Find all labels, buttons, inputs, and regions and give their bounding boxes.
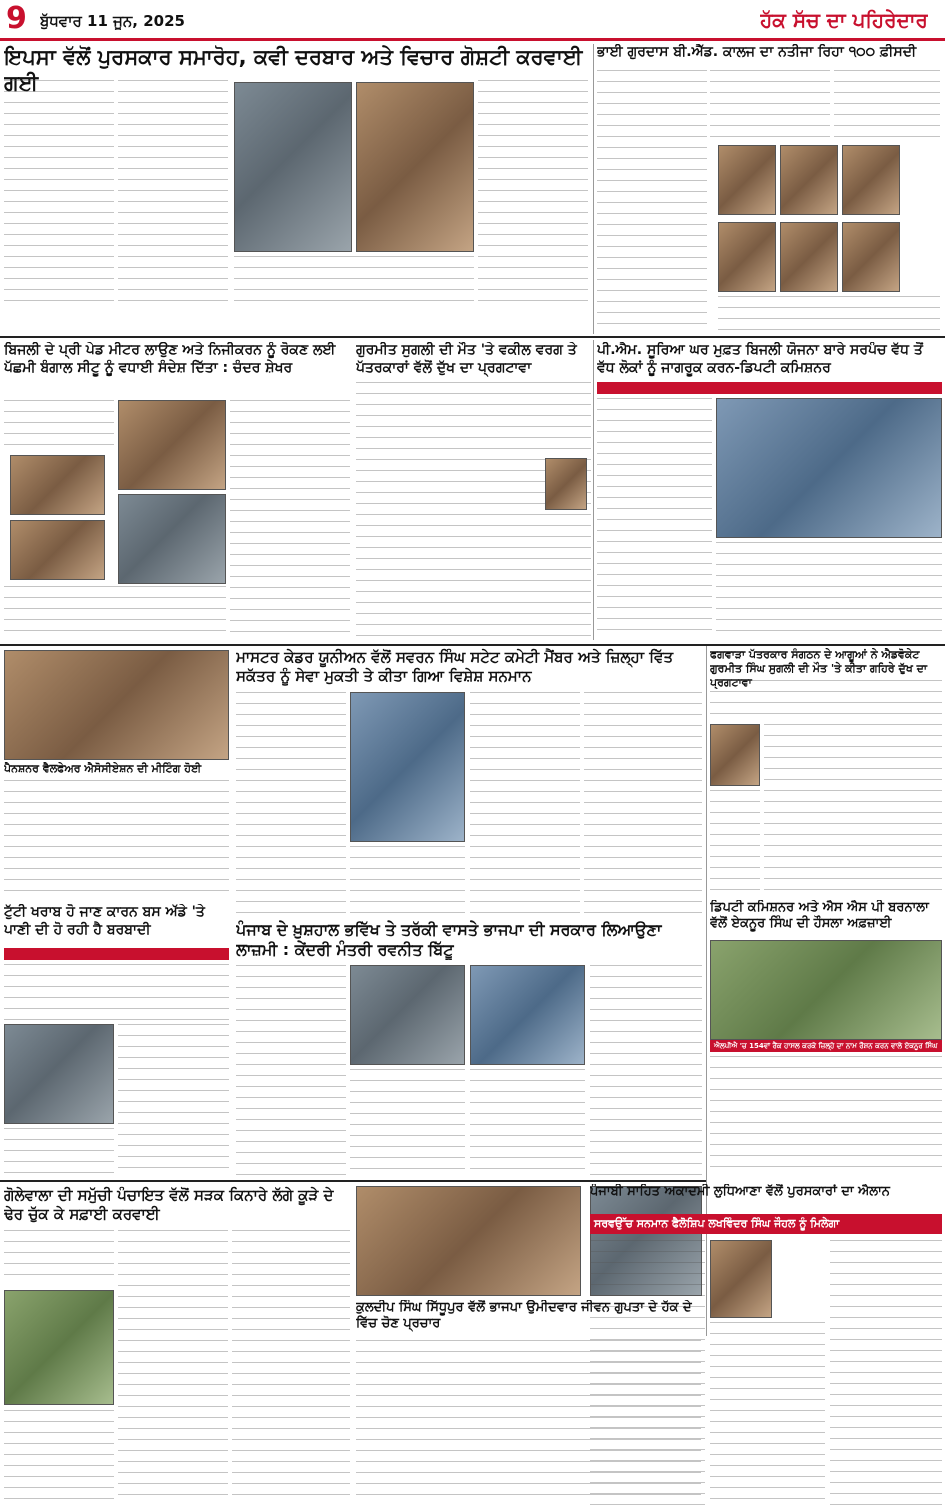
column-divider — [593, 44, 594, 334]
ipsa-text-col-2 — [118, 80, 228, 310]
bittu-text-col-3 — [470, 1069, 585, 1175]
master-cadre-text-col-4 — [584, 692, 702, 917]
phagwara-text-col-3 — [710, 790, 760, 894]
sahit-text-col-2 — [710, 1322, 825, 1505]
pm-surya-text-col-2 — [716, 542, 942, 638]
dc-photo — [710, 940, 942, 1040]
bijli-photo-3 — [118, 400, 226, 490]
bed-text-col-1 — [597, 70, 707, 330]
master-cadre-text-col-1 — [236, 692, 346, 917]
gurmeet-portrait — [545, 458, 587, 510]
master-cadre-text-col-2 — [350, 846, 465, 916]
bus-adda-text-col-3 — [4, 1128, 114, 1174]
headline-phagwara: ਫਗਵਾੜਾ ਪੱਤਰਕਾਰ ਸੰਗਠਨ ਦੇ ਆਗੂਆਂ ਨੇ ਐਡਵੋਕੇਟ ਗੁਰਮੀਤ ਸਿੰਘ ਸੁਗਲੀ ਦੀ ਮੌਤ 'ਤੇ ਕੀਤਾ ਗਹਿਰੇ ਦੁੱਖ ਦਾ ਪ੍ਰਗਟਾਵਾ — [710, 648, 928, 689]
bus-adda-text-col-1 — [4, 964, 229, 1020]
bittu-text-col-4 — [590, 965, 702, 1175]
section-rule — [0, 644, 945, 646]
headline-bittu: ਪੰਜਾਬ ਦੇ ਖ਼ੁਸ਼ਹਾਲ ਭਵਿੱਖ ਤੇ ਤਰੱਕੀ ਵਾਸਤੇ ਭਾਜਪਾ ਦੀ ਸਰਕਾਰ ਲਿਆਉਣਾ ਲਾਜ਼ਮੀ : ਕੇਂਦਰੀ ਮੰਤਰੀ ਰਵਨੀਤ ਬਿੱਟੂ — [236, 920, 662, 959]
bijli-photo-2 — [10, 520, 105, 580]
master-cadre-photo — [350, 692, 465, 842]
bed-text-col-2 — [710, 70, 830, 140]
bijli-text-col-3 — [4, 586, 226, 641]
ipsa-text-col-4 — [478, 80, 588, 310]
sahit-text-col-1 — [590, 1240, 705, 1505]
dc-text — [710, 1056, 942, 1176]
headline-bus-adda: ਟੁੱਟੀ ਖਰਾਬ ਹੋ ਜਾਣ ਕਾਰਨ ਬਸ ਅੱਡੇ 'ਤੇ ਪਾਣੀ ਦੀ ਹੋ ਰਹੀ ਹੈ ਬਰਬਾਦੀ — [4, 904, 205, 938]
bittu-text-col-1 — [236, 965, 346, 1175]
gurmeet-text — [356, 382, 591, 640]
phagwara-text-col-1 — [710, 680, 942, 720]
headline-golewala: ਗੋਲੇਵਾਲਾ ਦੀ ਸਮੁੱਚੀ ਪੰਚਾਇਤ ਵੱਲੋਂ ਸੜਕ ਕਿਨਾਰੇ ਲੱਗੇ ਕੂੜੇ ਦੇ ਢੇਰ ਚੁੱਕ ਕੇ ਸਫ਼ਾਈ ਕਰਵਾਈ — [4, 1186, 334, 1223]
headline-pm-surya: ਪੀ.ਐਮ. ਸੂਰਿਆ ਘਰ ਮੁਫ਼ਤ ਬਿਜਲੀ ਯੋਜਨਾ ਬਾਰੇ ਸਰਪੰਚ ਵੱਧ ਤੋਂ ਵੱਧ ਲੋਕਾਂ ਨੂੰ ਜਾਗਰੂਕ ਕਰਨ-ਡਿਪਟੀ ਕਮਿਸ਼ਨਰ — [597, 342, 923, 376]
pensioner-photo — [4, 650, 229, 760]
headline-master-cadre: ਮਾਸਟਰ ਕੇਡਰ ਯੂਨੀਅਨ ਵੱਲੋਂ ਸਵਰਨ ਸਿੰਘ ਸਟੇਟ ਕਮੇਟੀ ਮੈਂਬਰ ਅਤੇ ਜ਼ਿਲ੍ਹਾ ਵਿੱਤ ਸਕੱਤਰ ਨੂੰ ਸੇਵਾ ਮੁਕਤੀ ਤੇ ਕੀਤਾ ਗਿਆ ਵਿਸ਼ੇਸ਼ ਸਨਮਾਨ — [236, 648, 674, 685]
column-divider — [593, 340, 594, 640]
ipsa-text-col-1 — [4, 80, 114, 310]
headline-pensioner: ਪੈਨਸ਼ਨਰ ਵੈਲਫੇਅਰ ਐਸੋਸੀਏਸ਼ਨ ਦੀ ਮੀਟਿੰਗ ਹੋਈ — [4, 762, 202, 775]
pm-surya-text-col-1 — [597, 398, 712, 638]
bittu-photo-1 — [350, 965, 465, 1065]
bijli-text-col-1 — [4, 400, 114, 450]
golewala-photo — [4, 1290, 114, 1405]
sahit-portrait — [710, 1240, 772, 1318]
bittu-photo-2 — [470, 965, 585, 1065]
headline-gurmeet: ਗੁਰਮੀਤ ਸੁਗਲੀ ਦੀ ਮੌਤ 'ਤੇ ਵਕੀਲ ਵਰਗ ਤੇ ਪੱਤਰਕਾਰਾਂ ਵੱਲੋਂ ਦੁੱਖ ਦਾ ਪ੍ਰਗਟਾਵਾ — [356, 342, 577, 376]
kuldeep-photo-1 — [356, 1186, 581, 1296]
bus-adda-strip — [4, 948, 229, 960]
bed-student-photo-1 — [718, 145, 776, 215]
bed-text-col-3 — [834, 70, 940, 140]
headline-bijli: ਬਿਜਲੀ ਦੇ ਪ੍ਰੀ ਪੇਡ ਮੀਟਰ ਲਾਉਣ ਅਤੇ ਨਿਜੀਕਰਨ ਨੂੰ ਰੋਕਣ ਲਈ ਪੱਛਮੀ ਬੰਗਾਲ ਸੀਟੂ ਨੂੰ ਵਧਾਈ ਸੰਦੇਸ਼ ਦਿੱਤਾ : ਚੰਦਰ ਸ਼ੇਖਰ — [4, 342, 336, 376]
bijli-photo-1 — [10, 455, 105, 515]
issue-date: ਬੁੱਧਵਾਰ 11 ਜੂਨ, 2025 — [40, 12, 185, 30]
ipsa-photo-1 — [234, 82, 352, 252]
headline-sahit: ਪੰਜਾਬੀ ਸਾਹਿਤ ਅਕਾਦਮੀ ਲੁਧਿਆਣਾ ਵੱਲੋਂ ਪੁਰਸਕਾਰਾਂ ਦਾ ਐਲਾਨ — [590, 1184, 890, 1199]
bed-student-photo-5 — [780, 222, 838, 292]
header-rule — [0, 38, 945, 41]
ipsa-text-col-3 — [234, 256, 474, 311]
pm-surya-strip — [597, 382, 942, 394]
phagwara-text-col-2 — [764, 724, 942, 894]
phagwara-portrait — [710, 724, 760, 786]
master-cadre-text-col-3 — [470, 692, 580, 917]
bittu-text-col-2 — [350, 1069, 465, 1175]
headline-dc: ਡਿਪਟੀ ਕਮਿਸ਼ਨਰ ਅਤੇ ਐਸ ਐਸ ਪੀ ਬਰਨਾਲਾ ਵੱਲੋਂ ਏਕਨੂਰ ਸਿੰਘ ਦੀ ਹੌਸਲਾ ਅਫ਼ਜ਼ਾਈ — [710, 900, 929, 932]
golewala-text-col-4 — [232, 1230, 350, 1505]
pm-surya-photo — [716, 398, 942, 538]
golewala-text-col-3 — [118, 1230, 228, 1505]
golewala-text-col-1 — [4, 1230, 114, 1285]
bed-student-photo-6 — [842, 222, 900, 292]
bed-student-photo-4 — [718, 222, 776, 292]
page-number: 9 — [6, 4, 27, 34]
bijli-photo-4 — [118, 494, 226, 584]
sahit-banner: ਸਰਵਉੱਚ ਸਨਮਾਨ ਫੈਲੋਸ਼ਿਪ ਲਖਵਿੰਦਰ ਸਿੰਘ ਜੌਹਲ ਨੂੰ ਮਿਲੇਗਾ — [590, 1214, 942, 1234]
sahit-text-col-3 — [830, 1240, 942, 1505]
section-rule — [0, 1180, 706, 1182]
golewala-text-col-2 — [4, 1410, 114, 1505]
headline-ipsa: ਇਪਸਾ ਵੱਲੋਂ ਪੁਰਸਕਾਰ ਸਮਾਰੋਹ, ਕਵੀ ਦਰਬਾਰ ਅਤੇ ਵਿਚਾਰ ਗੋਸ਼ਟੀ ਕਰਵਾਈ ਗਈ — [4, 45, 583, 96]
headline-bed-result: ਭਾਈ ਗੁਰਦਾਸ ਬੀ.ਐੱਡ. ਕਾਲਜ ਦਾ ਨਤੀਜਾ ਰਿਹਾ ੧੦੦ ਫ਼ੀਸਦੀ — [597, 44, 917, 60]
bus-adda-photo — [4, 1024, 114, 1124]
bed-student-photo-2 — [780, 145, 838, 215]
dc-caption: ਐਲਪੀਐ 'ਚ 154ਵਾਂ ਰੈਂਕ ਹਾਸਲ ਕਰਕੇ ਜ਼ਿਲ੍ਹੇ ਦਾ ਨਾਮ ਰੌਸ਼ਨ ਕਰਨ ਵਾਲੇ ਏਕਨੂਰ ਸਿੰਘ — [710, 1040, 942, 1052]
headline-kuldeep: ਕੁਲਦੀਪ ਸਿੰਘ ਸਿੱਧੂਪੁਰ ਵੱਲੋਂ ਭਾਜਪਾ ਉਮੀਦਵਾਰ ਜੀਵਨ ਗੁਪਤਾ ਦੇ ਹੱਕ ਦੇ ਵਿੱਚ ਚੋਣ ਪ੍ਰਚਾਰ — [356, 1300, 692, 1332]
section-rule — [0, 336, 945, 338]
bus-adda-text-col-2 — [118, 1024, 229, 1174]
ipsa-photo-2 — [356, 82, 474, 252]
bijli-text-col-2 — [230, 400, 350, 640]
pensioner-text — [4, 780, 229, 900]
masthead-logo: ਹੱਕ ਸੱਚ ਦਾ ਪਹਿਰੇਦਾਰ — [760, 8, 928, 32]
bed-text-col-4 — [718, 296, 940, 332]
bed-student-photo-3 — [842, 145, 900, 215]
